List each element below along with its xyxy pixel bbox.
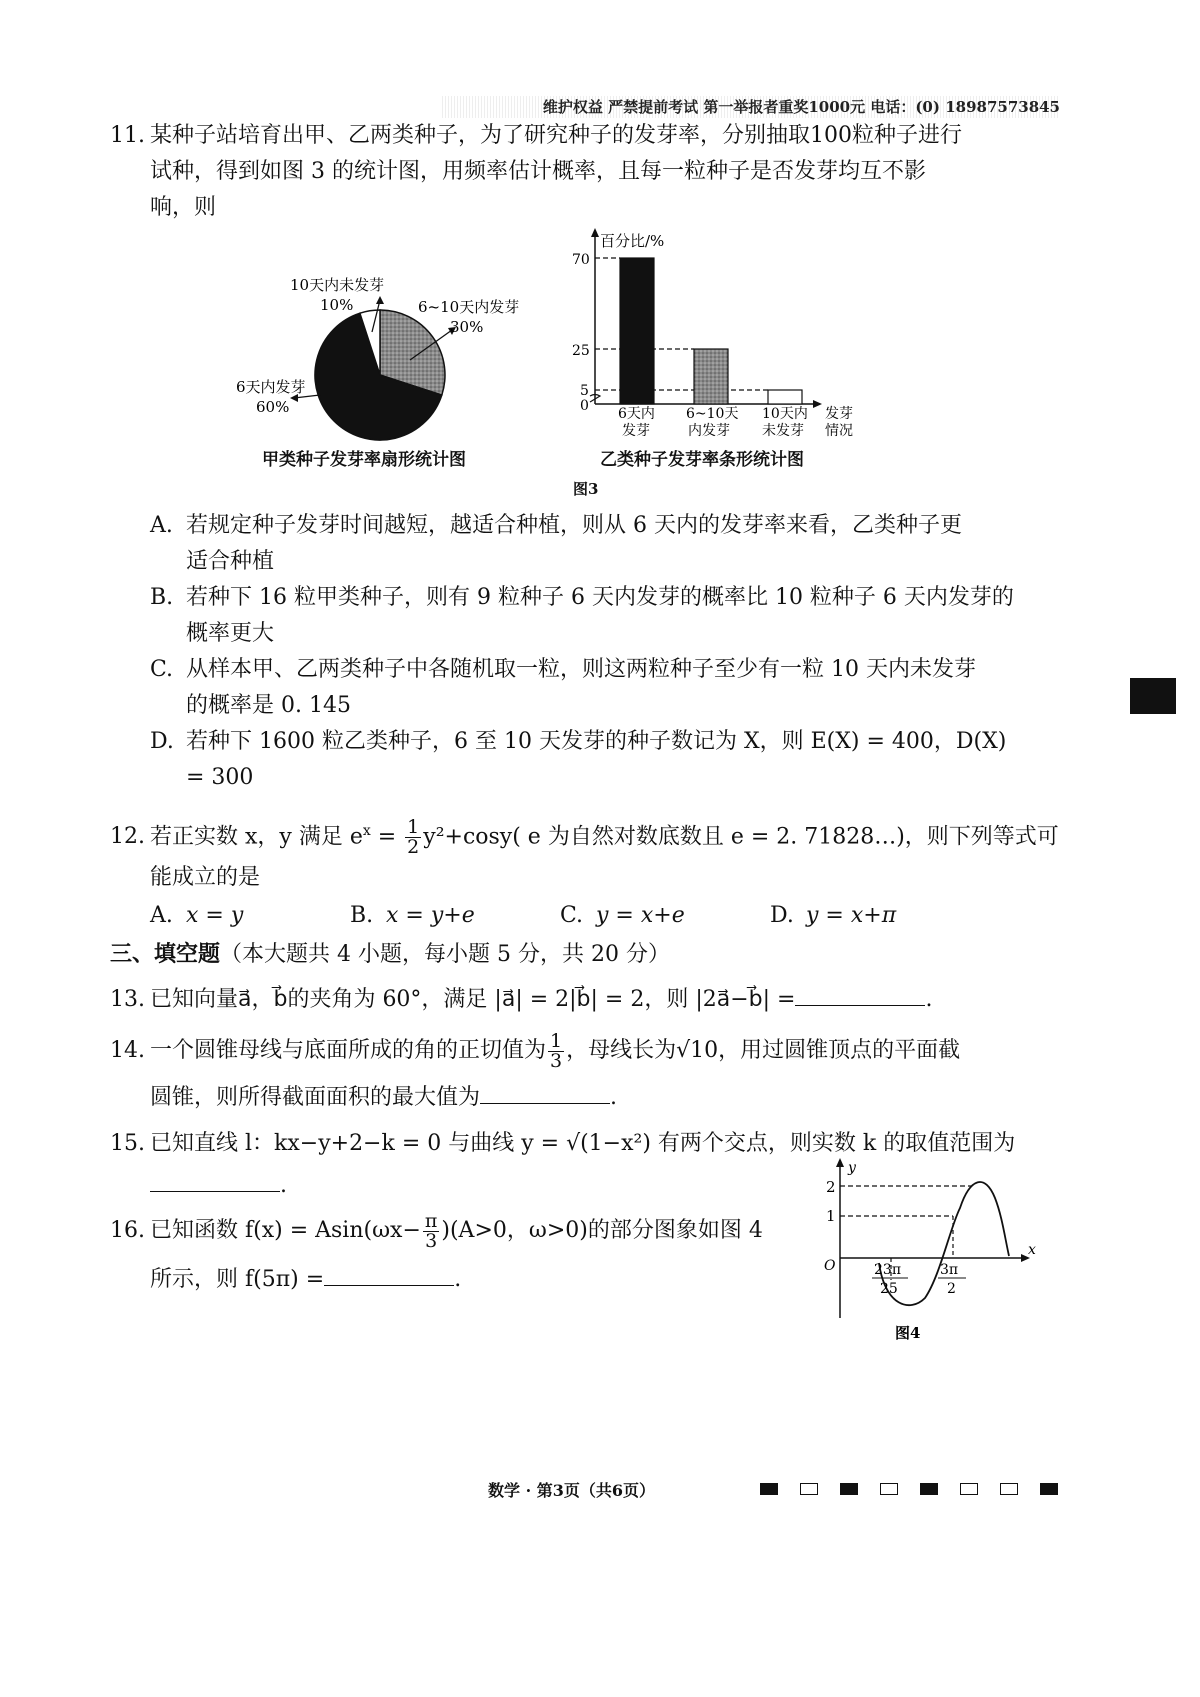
footer-mark-1 — [760, 1483, 778, 1495]
q16-frac-num: π — [424, 1209, 438, 1232]
q12-line2: 能成立的是 — [150, 865, 261, 890]
section-3-note: （本大题共 4 小题，每小题 5 分，共 20 分） — [220, 942, 670, 967]
q14-frac-num: 1 — [550, 1029, 563, 1052]
q14-number: 14. — [110, 1038, 145, 1063]
bar-xlabel-line1: 发芽 — [825, 406, 853, 422]
q12-option-d-text: y = x+π — [806, 903, 897, 928]
q11-option-c: C. 从样本甲、乙两类种子中各随机取一粒，则这两粒种子至少有一粒 10 天内未发芽 — [150, 657, 976, 682]
q11-option-a: A. 若规定种子发芽时间越短，越适合种植，则从 6 天内的发芽率来看，乙类种子更 — [150, 513, 962, 538]
q14-pre: 一个圆锥母线与底面所成的角的正切值为 — [150, 1038, 547, 1063]
q15-end: . — [280, 1173, 287, 1198]
bar-chart-caption: 乙类种子发芽率条形统计图 — [600, 450, 804, 470]
graph-y-label: y — [848, 1160, 856, 1176]
page-header-banner: 维护权益 严禁提前考试 第一举报者重奖1000元 电话：(0) 18987573845 — [440, 96, 1060, 118]
q14-end: . — [610, 1085, 618, 1110]
graph-xtick-2-den: 2 — [947, 1281, 956, 1297]
q14-fraction — [548, 1029, 564, 1072]
graph-xtick-1-num: 23π — [874, 1262, 902, 1278]
bar-cat2-line2: 内发芽 — [688, 423, 730, 439]
bar-x-arrow — [813, 400, 822, 408]
q11-line2: 试种，得到如图 3 的统计图，用频率估计概率，且每一粒种子是否发芽均互不影 — [150, 159, 926, 184]
q16-number: 16. — [110, 1218, 145, 1243]
pie-label-c-pct: 60% — [256, 398, 290, 416]
bar-cat3-line1: 10天内 — [762, 406, 808, 422]
footer-mark-8 — [1040, 1483, 1058, 1495]
q16-frac-den: 3 — [425, 1229, 438, 1252]
q14-post: ，母线长为√10，用过圆锥顶点的平面截 — [566, 1038, 961, 1063]
q11-line3: 响，则 — [150, 195, 217, 220]
section-3-heading — [110, 936, 670, 973]
pie-label-a-pct: 10% — [320, 296, 354, 314]
q16-post: )(A>0，ω>0)的部分图象如图 4 — [441, 1218, 763, 1243]
q11-option-c-text1: 从样本甲、乙两类种子中各随机取一粒，则这两粒种子至少有一粒 10 天内未发芽 — [186, 657, 976, 682]
q15-answer-blank[interactable] — [150, 1171, 280, 1192]
q12-option-b-text: x = y+e — [386, 903, 475, 928]
graph-x-label: x — [1028, 1242, 1036, 1258]
q11-text1: 某种子站培育出甲、乙两类种子，为了研究种子的发芽率，分别抽取100粒种子进行 — [150, 123, 962, 148]
q15-text: 已知直线 l：kx−y+2−k = 0 与曲线 y = √(1−x²) 有两个交点，则实数 k 的取值范围为 — [150, 1131, 1016, 1156]
q13-line — [110, 982, 932, 1018]
q12-equals: = — [370, 824, 404, 850]
q15-number: 15. — [110, 1131, 145, 1156]
q11-option-b-text1: 若种下 16 粒甲类种子，则有 9 粒种子 6 天内发芽的概率比 10 粒种子 6 天内发芽的 — [186, 585, 1014, 610]
page-footer: 数学 · 第3页（共6页） — [488, 1481, 655, 1500]
bar-ytick-70: 70 — [572, 252, 590, 268]
figure-3-caption: 图3 — [573, 480, 599, 498]
q11-option-a-line2: 适合种植 — [186, 549, 275, 574]
q13-answer-blank[interactable] — [795, 985, 925, 1006]
figure-4-caption: 图4 — [895, 1324, 921, 1342]
footer-mark-6 — [960, 1483, 978, 1495]
q16-answer-blank[interactable] — [324, 1265, 454, 1286]
bar-xlabel-line2: 情况 — [825, 423, 853, 439]
graph-ytick-2: 2 — [826, 1178, 836, 1196]
q14-answer-blank[interactable] — [480, 1083, 610, 1104]
q12-post: y²+cosy( e 为自然对数底数且 e = 2. 71828…)，则下列等式可 — [423, 824, 1059, 850]
bar-6-days — [620, 258, 654, 404]
q11-option-d: D. 若种下 1600 粒乙类种子，6 至 10 天发芽的种子数记为 X，则 E(X) = 400，D(X) — [150, 729, 1007, 754]
bar-ytick-0: 0 — [580, 398, 589, 414]
bar-cat2-line1: 6~10天 — [686, 406, 739, 422]
q12-pre: 若正实数 x，y 满足 e — [150, 824, 363, 850]
q12-option-a: A. x = y — [150, 903, 244, 928]
bar-chart-yi — [570, 228, 880, 448]
q12-option-b: B. x = y+e — [350, 903, 475, 928]
q11-option-a-text1: 若规定种子发芽时间越短，越适合种植，则从 6 天内的发芽率来看，乙类种子更 — [186, 513, 962, 538]
q12-option-a-text: x = y — [186, 903, 244, 928]
graph-y-arrow — [836, 1158, 844, 1167]
q11-option-d-line2: = 300 — [186, 765, 254, 790]
bar-cat1-line1: 6天内 — [618, 406, 655, 422]
bar-y-arrow — [591, 228, 599, 237]
q16-fraction — [423, 1209, 440, 1252]
graph-origin-label: O — [824, 1258, 836, 1274]
footer-mark-2 — [800, 1483, 818, 1495]
q12-exponent: x — [362, 823, 371, 839]
bar-ytick-25: 25 — [572, 343, 590, 359]
q11-option-b: B. 若种下 16 粒甲类种子，则有 9 粒种子 6 天内发芽的概率比 10 粒种子 6 天内发芽的 — [150, 585, 1014, 610]
bar-cat1-line2: 发芽 — [622, 423, 650, 439]
graph-sine-curve — [879, 1182, 1009, 1305]
graph-xtick-2-num: 3π — [940, 1262, 959, 1278]
q15-line2 — [150, 1168, 287, 1204]
q16-pre: 已知函数 f(x) = Asin(ωx− — [150, 1218, 421, 1243]
footer-mark-7 — [1000, 1483, 1018, 1495]
q12-option-c-text: y = x+e — [596, 903, 685, 928]
pie-label-a-name: 10天内未发芽 — [290, 276, 385, 294]
q11-option-d-text1: 若种下 1600 粒乙类种子，6 至 10 天发芽的种子数记为 X，则 E(X) = 400，D(X) — [186, 729, 1007, 754]
footer-mark-3 — [840, 1483, 858, 1495]
pie-arrowhead-a — [376, 296, 384, 304]
q12-frac-den: 2 — [407, 835, 420, 858]
bar-6-10-days — [694, 349, 728, 404]
bar-ylabel: 百分比/% — [600, 232, 665, 250]
q14-frac-den: 3 — [550, 1049, 563, 1072]
q11-line1 — [110, 118, 962, 154]
pie-label-c-name: 6天内发芽 — [236, 378, 306, 396]
q12-line1 — [110, 806, 1059, 862]
q16-end: . — [454, 1267, 462, 1292]
q13-number: 13. — [110, 987, 145, 1012]
q12-frac-num: 1 — [407, 815, 420, 838]
q13-text: 已知向量a⃗，b⃗的夹角为 60°，满足 |a⃗| = 2|b⃗| = 2，则 |2a⃗−b⃗| = — [150, 987, 796, 1012]
q14-text2: 圆锥，则所得截面面积的最大值为 — [150, 1085, 481, 1110]
section-3-title: 三、填空题 — [110, 941, 221, 967]
bar-ytick-5: 5 — [580, 383, 589, 399]
q11-option-c-line2: 的概率是 0. 145 — [186, 693, 351, 718]
footer-mark-5 — [920, 1483, 938, 1495]
q15-line1 — [110, 1126, 1015, 1162]
graph-xtick-1-den: 25 — [880, 1281, 898, 1297]
figure-4-graph — [790, 1158, 1070, 1348]
q14-line1 — [110, 1026, 960, 1076]
graph-ytick-1: 1 — [826, 1207, 836, 1225]
q16-line2 — [150, 1262, 461, 1298]
q12-option-d: D. y = x+π — [770, 903, 897, 928]
q11-number: 11. — [110, 123, 145, 148]
pie-label-b-pct: 30% — [450, 318, 484, 336]
q16-line1 — [110, 1206, 763, 1256]
bar-cat3-line2: 未发芽 — [762, 423, 804, 439]
bar-not-sprouted — [768, 390, 802, 404]
q13-end: . — [925, 987, 933, 1012]
footer-mark-4 — [880, 1483, 898, 1495]
pie-chart-caption: 甲类种子发芽率扇形统计图 — [262, 450, 466, 470]
q12-option-c: C. y = x+e — [560, 903, 685, 928]
q14-line2 — [150, 1080, 617, 1116]
pie-label-b-name: 6~10天内发芽 — [418, 298, 520, 316]
page-edge-marker — [1130, 678, 1176, 714]
q12-fraction — [405, 815, 421, 858]
q12-number: 12. — [110, 824, 145, 850]
q16-text2: 所示，则 f(5π) = — [150, 1267, 325, 1292]
q11-option-b-line2: 概率更大 — [186, 621, 275, 646]
